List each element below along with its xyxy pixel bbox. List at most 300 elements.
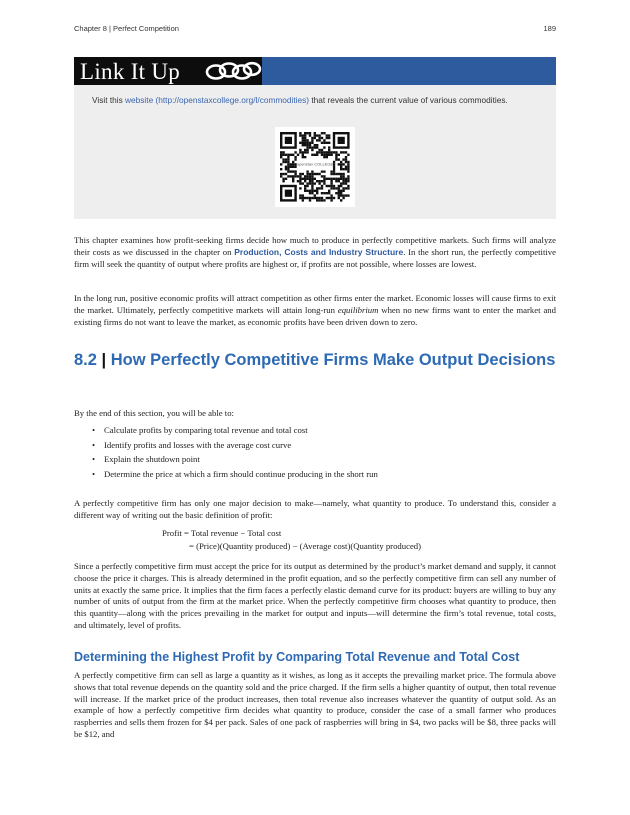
qr-module (321, 199, 323, 201)
qr-module (311, 154, 313, 156)
qr-module (328, 151, 330, 153)
qr-module (280, 173, 282, 175)
qr-module (309, 190, 311, 192)
objectives-intro: By the end of this section, you will be able to: (74, 408, 234, 418)
qr-module (333, 178, 335, 180)
qr-module (309, 173, 311, 175)
qr-module (309, 178, 311, 180)
qr-module (311, 137, 313, 139)
qr-module (299, 173, 301, 175)
qr-module (345, 161, 347, 163)
qr-module (292, 180, 294, 182)
qr-module (314, 146, 316, 148)
qr-module (328, 192, 330, 194)
commodities-website-link[interactable]: website (http://openstaxcollege.org/l/commodities) (125, 95, 310, 105)
qr-module (292, 170, 294, 172)
qr-module (328, 142, 330, 144)
qr-module (287, 175, 289, 177)
subsection-heading: Determining the Highest Profit by Comparing Total Revenue and Total Cost (74, 650, 520, 664)
qr-module (318, 187, 320, 189)
qr-module (345, 156, 347, 158)
qr-module (287, 156, 289, 158)
qr-module (280, 151, 282, 153)
qr-module (335, 178, 337, 180)
qr-module (328, 190, 330, 192)
qr-module (347, 175, 349, 177)
qr-module (326, 151, 328, 153)
qr-module (311, 185, 313, 187)
qr-module (340, 185, 342, 187)
qr-module (338, 194, 340, 196)
qr-module (314, 194, 316, 196)
qr-module (309, 197, 311, 199)
qr-module (304, 190, 306, 192)
qr-module (302, 182, 304, 184)
qr-module (316, 144, 318, 146)
qr-module (321, 151, 323, 153)
qr-module (345, 166, 347, 168)
qr-module (338, 190, 340, 192)
qr-module (314, 154, 316, 156)
qr-module (314, 190, 316, 192)
qr-module (311, 192, 313, 194)
qr-module (323, 142, 325, 144)
intro-paragraph-1 (74, 235, 556, 270)
qr-module (294, 175, 296, 177)
qr-module (323, 139, 325, 141)
qr-module (330, 180, 332, 182)
qr-module (314, 134, 316, 136)
qr-module (314, 132, 316, 134)
link-it-up-title: Link It Up (80, 59, 181, 84)
qr-module (326, 192, 328, 194)
qr-module (316, 199, 318, 201)
qr-module (345, 187, 347, 189)
qr-module (302, 142, 304, 144)
qr-module (333, 151, 335, 153)
qr-module (335, 187, 337, 189)
qr-logo-text: openstax COLLEGE (296, 161, 334, 167)
qr-module (294, 170, 296, 172)
qr-module (330, 194, 332, 196)
qr-module (299, 182, 301, 184)
qr-module (306, 139, 308, 141)
qr-module (282, 154, 284, 156)
qr-module (285, 173, 287, 175)
qr-module (338, 187, 340, 189)
qr-module (347, 187, 349, 189)
qr-module (345, 178, 347, 180)
qr-module (323, 132, 325, 134)
qr-module (294, 156, 296, 158)
qr-module (311, 182, 313, 184)
qr-module (338, 185, 340, 187)
qr-module (306, 197, 308, 199)
qr-module (304, 144, 306, 146)
qr-module (323, 170, 325, 172)
qr-module (306, 175, 308, 177)
link-it-up-box (74, 57, 556, 219)
qr-module (335, 158, 337, 160)
qr-module (304, 178, 306, 180)
qr-module (318, 151, 320, 153)
qr-module (342, 190, 344, 192)
qr-module (311, 146, 313, 148)
qr-module (304, 187, 306, 189)
qr-module (311, 149, 313, 151)
qr-module (302, 151, 304, 153)
qr-module (304, 175, 306, 177)
section-separator: | (101, 351, 107, 369)
qr-module (304, 185, 306, 187)
qr-module (335, 192, 337, 194)
qr-module (318, 199, 320, 201)
production-costs-link[interactable]: Production, Costs and Industry Structure (234, 246, 404, 257)
list-item: • Determine the price at which a firm should continue producing in the short run (92, 467, 378, 482)
qr-module (321, 187, 323, 189)
qr-module (311, 139, 313, 141)
qr-module (316, 134, 318, 136)
qr-module (318, 149, 320, 151)
qr-module (294, 173, 296, 175)
profit-equation-line-2: = (Price)(Quantity produced) − (Average cost)(Quantity produced) (189, 541, 422, 551)
qr-module (328, 149, 330, 151)
qr-module (287, 163, 289, 165)
qr-module (326, 185, 328, 187)
qr-module (306, 173, 308, 175)
qr-module (309, 132, 311, 134)
qr-module (323, 178, 325, 180)
qr-module (318, 173, 320, 175)
qr-module (333, 173, 335, 175)
qr-module (347, 154, 349, 156)
qr-module (347, 163, 349, 165)
qr-module (302, 194, 304, 196)
qr-module (280, 168, 282, 170)
list-item: • Calculate profits by comparing total revenue and total cost (92, 423, 378, 438)
qr-module (323, 199, 325, 201)
qr-module (342, 180, 344, 182)
qr-module (340, 161, 342, 163)
qr-module (302, 173, 304, 175)
qr-module (306, 149, 308, 151)
qr-module (323, 175, 325, 177)
qr-module (328, 137, 330, 139)
profit-definition-paragraph: A perfectly competitive firm has only one major decision to make—namely, what quantity to produce. To understand this, consider a different way of writing out the basic definition of profit: (74, 498, 556, 520)
qr-module (347, 161, 349, 163)
equilibrium-term: equilibrium (337, 304, 379, 315)
qr-module (285, 168, 287, 170)
qr-module (330, 170, 332, 172)
qr-module (321, 132, 323, 134)
qr-module (314, 178, 316, 180)
qr-module (292, 166, 294, 168)
qr-module (333, 197, 335, 199)
qr-module (287, 168, 289, 170)
qr-module (316, 180, 318, 182)
qr-module (342, 178, 344, 180)
qr-module (326, 142, 328, 144)
qr-module (306, 178, 308, 180)
qr-module (342, 173, 344, 175)
qr-module (311, 173, 313, 175)
qr-module (330, 199, 332, 201)
qr-module (326, 154, 328, 156)
link-text-before: Visit this (92, 95, 126, 105)
qr-module (282, 158, 284, 160)
qr-module (306, 170, 308, 172)
qr-module (338, 173, 340, 175)
link-it-up-banner (74, 57, 556, 85)
qr-code-image (275, 127, 355, 207)
qr-module (304, 151, 306, 153)
qr-module (342, 182, 344, 184)
section-title-text: How Perfectly Competitive Firms Make Output Decisions (110, 351, 556, 369)
intro-p2-text: In the long run, positive economic profits will attract competition as other firms enter the market. Economic losses will cause firms to exit the market. Ultimately, perfectly competitive markets will attain long-run (74, 293, 556, 315)
qr-module (304, 134, 306, 136)
qr-module (318, 137, 320, 139)
qr-module (326, 134, 328, 136)
qr-module (316, 139, 318, 141)
qr-module (304, 132, 306, 134)
qr-module (299, 134, 301, 136)
profit-equation-line-1: Profit = Total revenue − Total cost (162, 528, 282, 538)
qr-module (318, 182, 320, 184)
intro-p1-text-end: . In the short run, the perfectly competitive firm will seek the quantity of output where profits are highest or, if profits are not possible, where losses are lowest. (74, 246, 556, 269)
qr-module (316, 190, 318, 192)
qr-module (318, 139, 320, 141)
qr-module (321, 149, 323, 151)
qr-module (318, 180, 320, 182)
qr-module (333, 187, 335, 189)
qr-module (342, 194, 344, 196)
qr-module (304, 142, 306, 144)
qr-module (340, 151, 342, 153)
qr-module (333, 185, 335, 187)
qr-module (299, 175, 301, 177)
qr-module (330, 178, 332, 180)
qr-module (340, 175, 342, 177)
qr-module (323, 156, 325, 158)
qr-module (321, 197, 323, 199)
qr-module (280, 154, 282, 156)
qr-module (345, 182, 347, 184)
intro-p1-text: This chapter examines how profit-seeking firms decide how much to produce in perfectly competitive markets. Such firms will analyze their costs as we discussed in the chapter on (74, 235, 556, 257)
learning-objectives-list (92, 423, 378, 481)
qr-module (340, 190, 342, 192)
qr-module (347, 185, 349, 187)
qr-module (292, 175, 294, 177)
qr-module (330, 185, 332, 187)
qr-module (328, 146, 330, 148)
qr-finder-inner (338, 137, 345, 144)
qr-module (338, 178, 340, 180)
qr-module (345, 151, 347, 153)
intro-paragraph-2 (74, 293, 556, 328)
qr-module (340, 173, 342, 175)
qr-module (330, 187, 332, 189)
qr-module (309, 180, 311, 182)
qr-module (304, 137, 306, 139)
list-item: • Explain the shutdown point (92, 452, 378, 467)
qr-module (338, 154, 340, 156)
qr-module (314, 197, 316, 199)
section-number: 8.2 (74, 351, 97, 369)
qr-finder-inner (285, 190, 292, 197)
qr-module (328, 178, 330, 180)
qr-module (309, 146, 311, 148)
qr-module (287, 161, 289, 163)
qr-module (323, 154, 325, 156)
qr-module (304, 180, 306, 182)
qr-module (333, 161, 335, 163)
qr-module (282, 178, 284, 180)
qr-module (330, 173, 332, 175)
qr-module (326, 156, 328, 158)
qr-module (306, 146, 308, 148)
qr-module (318, 197, 320, 199)
page-number: 189 (543, 24, 556, 33)
qr-module (299, 142, 301, 144)
qr-module (323, 192, 325, 194)
qr-module (347, 170, 349, 172)
qr-module (328, 134, 330, 136)
qr-module (340, 199, 342, 201)
qr-module (321, 175, 323, 177)
qr-module (311, 175, 313, 177)
qr-module (321, 170, 323, 172)
qr-module (282, 173, 284, 175)
qr-module (342, 175, 344, 177)
qr-module (299, 178, 301, 180)
qr-module (304, 197, 306, 199)
qr-module (330, 154, 332, 156)
qr-module (321, 192, 323, 194)
qr-module (306, 151, 308, 153)
price-taker-paragraph: Since a perfectly competitive firm must accept the price for its output as determined by the product’s market demand and supply, it cannot choose the price it charges. This is already determined in the profit equation, and so the perfectly competitive firm can sell any number of units at exactly the same price. It implies that the firm faces a perfectly elastic demand curve for its product: buyers are willing to buy any number of units of output from the firm at the market price. When the perfectly competitive firm chooses what quantity to produce, then this quantity—along with the prices prevailing in the market for output and inputs—will determine the firm’s total revenue, total costs, and ultimately, level of profits. (74, 561, 556, 630)
qr-module (342, 187, 344, 189)
qr-module (335, 173, 337, 175)
qr-module (326, 197, 328, 199)
qr-module (347, 168, 349, 170)
qr-module (306, 182, 308, 184)
qr-module (338, 197, 340, 199)
qr-module (287, 170, 289, 172)
qr-module (290, 163, 292, 165)
qr-module (345, 158, 347, 160)
qr-module (316, 187, 318, 189)
list-item: • Identify profits and losses with the average cost curve (92, 438, 378, 453)
qr-module (340, 166, 342, 168)
qr-module (342, 168, 344, 170)
qr-module (304, 139, 306, 141)
qr-module (342, 151, 344, 153)
qr-module (342, 197, 344, 199)
qr-module (302, 178, 304, 180)
qr-module (302, 144, 304, 146)
qr-module (292, 178, 294, 180)
qr-module (335, 156, 337, 158)
qr-module (299, 132, 301, 134)
total-revenue-paragraph: A perfectly competitive firm can sell as large a quantity as it wishes, as long as it accepts the prevailing market price. The formula above shows that total revenue depends on the quantity sold and the price charged. If the firm sells a higher quantity of output, then total revenue will increase. If the market price of the product increases, then total revenue also increases whatever the quantity of output sold. As an example of how a perfectly competitive firm decides what quantity to produce, consider the case of a small farmer who produces raspberries and sells them frozen for $4 per pack. Sales of one pack of raspberries will bring in $4, two packs will be $8, three packs will be $12, and (74, 670, 556, 739)
qr-module (321, 137, 323, 139)
qr-module (316, 173, 318, 175)
qr-module (282, 161, 284, 163)
qr-module (292, 154, 294, 156)
qr-module (340, 163, 342, 165)
qr-module (309, 199, 311, 201)
intro-p2-text-end: when no new firms want to enter the market and existing firms do not want to leave the market, as economic profits have been driven down to zero. (74, 304, 556, 327)
qr-module (280, 175, 282, 177)
qr-module (306, 142, 308, 144)
qr-module (347, 194, 349, 196)
qr-module (338, 192, 340, 194)
qr-module (285, 161, 287, 163)
qr-module (321, 142, 323, 144)
qr-module (347, 178, 349, 180)
qr-module (326, 137, 328, 139)
qr-module (333, 168, 335, 170)
qr-module (342, 158, 344, 160)
qr-module (340, 178, 342, 180)
qr-module (311, 170, 313, 172)
qr-module (314, 182, 316, 184)
qr-module (340, 168, 342, 170)
qr-module (328, 185, 330, 187)
qr-module (304, 156, 306, 158)
qr-module (316, 192, 318, 194)
qr-module (285, 154, 287, 156)
qr-module (311, 142, 313, 144)
qr-finder-inner (285, 137, 292, 144)
qr-module (306, 190, 308, 192)
qr-module (316, 197, 318, 199)
qr-module (330, 151, 332, 153)
qr-module (328, 154, 330, 156)
qr-module (282, 180, 284, 182)
qr-module (302, 137, 304, 139)
qr-module (299, 151, 301, 153)
qr-module (309, 134, 311, 136)
qr-module (302, 134, 304, 136)
page-header (74, 24, 556, 36)
qr-module (338, 163, 340, 165)
qr-module (299, 180, 301, 182)
qr-module (299, 149, 301, 151)
qr-module (340, 182, 342, 184)
qr-module (302, 154, 304, 156)
qr-module (311, 197, 313, 199)
qr-module (309, 144, 311, 146)
qr-module (338, 158, 340, 160)
qr-module (323, 151, 325, 153)
qr-module (340, 192, 342, 194)
qr-module (323, 146, 325, 148)
qr-module (316, 154, 318, 156)
qr-module (323, 182, 325, 184)
qr-module (335, 154, 337, 156)
qr-module (328, 197, 330, 199)
qr-module (318, 134, 320, 136)
link-text-after: that reveals the current value of various commodities. (309, 95, 508, 105)
qr-module (309, 142, 311, 144)
qr-code (275, 127, 355, 207)
qr-module (333, 166, 335, 168)
qr-module (311, 178, 313, 180)
qr-module (287, 154, 289, 156)
qr-module (311, 180, 313, 182)
qr-module (323, 180, 325, 182)
